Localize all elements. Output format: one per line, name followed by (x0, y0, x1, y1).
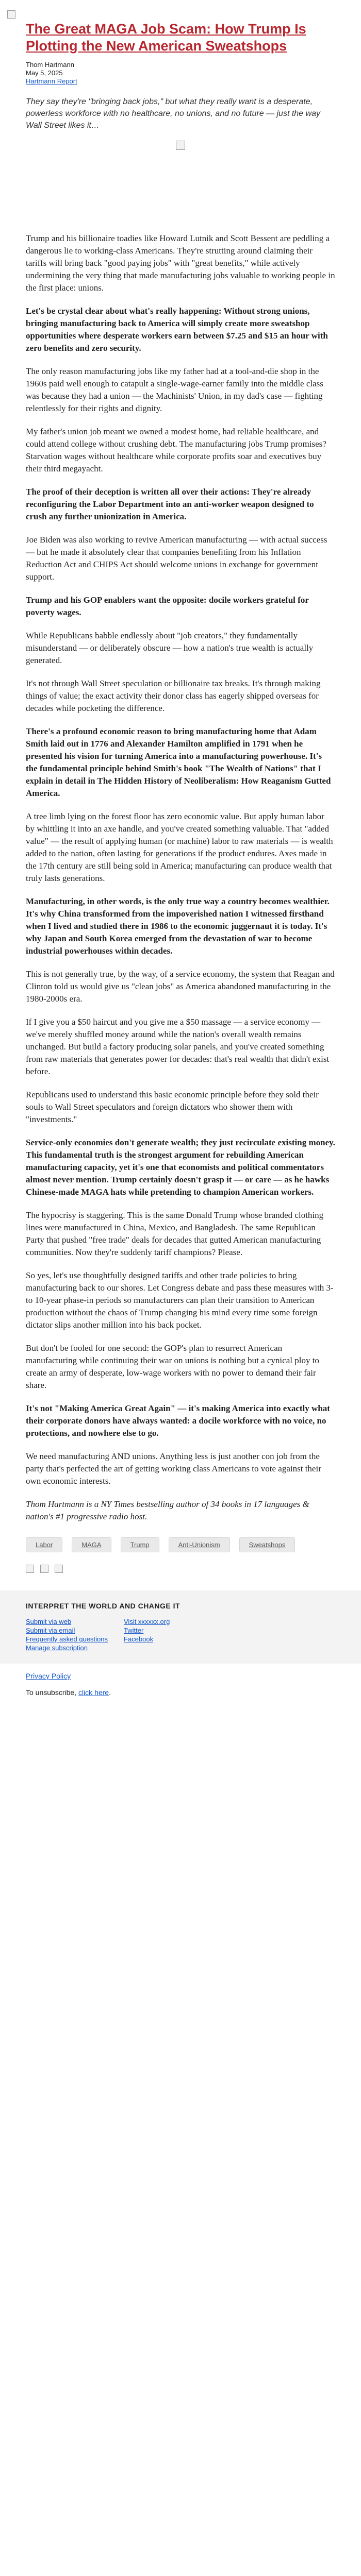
article-paragraph: It's not "Making America Great Again" — it's making America into exactly what their corporate donors have always wanted: a docile workforce with no voice, no protections, and nowhere else to go. (26, 1403, 330, 1438)
footer-column-1 (26, 1617, 124, 1652)
article-paragraph: The only reason manufacturing jobs like my father had at a tool-and-die shop in the 1960s paid well enough to catapult a single-wage-earner family into the middle class was because they had a union — the Machinists' Union, in my dad's case — fighting relentlessly for their rights and dignity. (26, 366, 323, 413)
unsubscribe-link[interactable]: click here (78, 1688, 109, 1697)
article-paragraph: This is not generally true, by the way, of a service economy, the system that Reagan and Clinton told us would give us "clean jobs" as America abandoned manufacturing in the 1980-2000s era. (26, 969, 335, 1004)
footer-link[interactable]: Manage subscription (26, 1644, 88, 1652)
article-paragraph: My father's union job meant we owned a modest home, had reliable healthcare, and could attend college without crushing debt. The manufacturing jobs Trump promises? Starvation wages without healthcare while corporate profits soar and executives buy their third megayacht. (26, 427, 326, 473)
footer-link[interactable]: Visit xxxxxx.org (124, 1618, 170, 1625)
share-email-icon[interactable] (55, 1565, 63, 1573)
article-paragraph: If I give you a $50 haircut and you give me a $50 massage — a service economy — we've merely shuffled money around while the nation's overall wealth remains unchanged. But build a factory producing solar panels, and you've created something from raw materials that generates power for decades: that's real wealth that didn't exist before. (26, 1017, 330, 1076)
broken-image-icon (7, 10, 15, 19)
article-paragraph: We need manufacturing AND unions. Anything less is just another con job from the party that's perfected the art of getting working class Americans to vote against their own economic interests. (26, 1451, 321, 1486)
byline (26, 61, 335, 86)
publication-link[interactable]: Hartmann Report (26, 77, 77, 85)
article-body (26, 232, 335, 1523)
article-title[interactable]: The Great MAGA Job Scam: How Trump Is Plotting the New American Sweatshops (26, 21, 306, 54)
article-paragraph: The proof of their deception is written all over their actions: They're already reconfiguring the Labor Department into an anti-worker weapon designed to crush any further unionization in America. (26, 487, 314, 521)
article-dek: They say they're "bringing back jobs," but what they really want is a desperate, powerless workforce with no healthcare, no unions, and no future — just the way Wall Street likes it… (26, 97, 320, 130)
unsubscribe-line (26, 1687, 335, 1698)
footer (0, 1590, 361, 1664)
share-twitter-icon[interactable] (40, 1565, 48, 1573)
share-facebook-icon[interactable] (26, 1565, 34, 1573)
share-icons (26, 1565, 335, 1573)
hero-image-icon (176, 141, 185, 150)
footer-link[interactable]: Twitter (124, 1626, 144, 1634)
unsubscribe-prefix: To unsubscribe, (26, 1688, 78, 1697)
footer-link[interactable]: Frequently asked questions (26, 1635, 108, 1643)
tag-button[interactable]: Trump (121, 1537, 159, 1552)
article-paragraph: Trump and his billionaire toadies like Howard Lutnik and Scott Bessent are peddling a dangerous lie to working-class Americans. They're strutting around claiming their tariffs will bring back "good paying jobs" with "great benefits," while actively undermining the very thing that made manufacturing jobs valuable to working people in the first place: unions. (26, 233, 335, 293)
article-paragraph: But don't be fooled for one second: the GOP's plan to resurrect American manufacturing while continuing their war on unions is nothing but a cynical ploy to create an army of desperate, low-wage workers with no power to demand their fair share. (26, 1343, 319, 1390)
author-name: Thom Hartmann (26, 61, 74, 69)
article (26, 0, 335, 1573)
article-paragraph: Republicans used to understand this basic economic principle before they sold their souls to Wall Street speculators and foreign dictators who shower them with "investments." (26, 1090, 319, 1124)
article-paragraph: While Republicans babble endlessly about "job creators," they fundamentally misunderstand — or deliberately obscure — how a nation's true wealth is actually generated. (26, 631, 314, 665)
article-paragraph: The hypocrisy is staggering. This is the same Donald Trump whose branded clothing lines were manufactured in China, Mexico, and Bangladesh. The same Republican Party that pushed "free trade" deals for decades that gutted American manufacturing communities. Now they're suddenly tariff champions? Please. (26, 1210, 324, 1257)
footer-heading: INTERPRET THE WORLD AND CHANGE IT (26, 1602, 180, 1610)
footer-column-2 (124, 1617, 222, 1652)
article-paragraph: Let's be crystal clear about what's really happening: Without strong unions, bringing manufacturing back to America will simply create more sweatshop opportunities where desperate workers earn between $7.25 and $15 an hour with zero benefits and zero security. (26, 306, 328, 353)
article-paragraph: Manufacturing, in other words, is the only true way a country becomes wealthier. It's why China transformed from the impoverished nation I witnessed firsthand when I lived and studied there in 1986 to the economic juggernaut it is today. It's why Japan and South Korea emerged from the devastation of war to become industrial powerhouses within decades. (26, 896, 330, 956)
article-paragraph: Thom Hartmann is a NY Times bestselling author of 34 books in 17 languages & nation's #1 progressive radio host. (26, 1499, 309, 1521)
tag-button[interactable]: Sweatshops (239, 1537, 296, 1552)
privacy-policy-link[interactable]: Privacy Policy (26, 1672, 71, 1680)
footer-link[interactable]: Facebook (124, 1635, 154, 1643)
tag-button[interactable]: Labor (26, 1537, 62, 1552)
article-paragraph: There's a profound economic reason to bring manufacturing home that Adam Smith laid out in 1776 and Alexander Hamilton amplified in 1791 when he presented his vision for turning America into a manufacturing powerhouse. It's the fundamental principle behind Smith's book "The Wealth of Nations" that I explain in detail in The Hidden History of Neoliberalism: How Reaganism Gutted America. (26, 726, 331, 798)
article-paragraph: So yes, let's use thoughtfully designed tariffs and other trade policies to bring manufacturing back to our shores. Let Congress debate and pass these measures with 3- to 10-year phase-in periods so manufacturers can plan their transition to American production without the chaos of Trump changing his mind every time some foreign dictator slips another million into his back pocket. (26, 1270, 334, 1330)
article-paragraph: Joe Biden was also working to revive American manufacturing — with actual success — but he made it absolutely clear that companies benefiting from his Inflation Reduction Act and CHIPS Act should welcome unions in exchange for government support. (26, 535, 327, 582)
footer-link[interactable]: Submit via email (26, 1626, 75, 1634)
tag-button[interactable]: Anti-Unionism (169, 1537, 230, 1552)
tag-button[interactable]: MAGA (72, 1537, 111, 1552)
article-paragraph: Trump and his GOP enablers want the opposite: docile workers grateful for poverty wages. (26, 595, 309, 617)
publish-date: May 5, 2025 (26, 69, 63, 77)
footer-link[interactable]: Submit via web (26, 1618, 72, 1625)
article-paragraph: It's not through Wall Street speculation or billionaire tax breaks. It's through making things of value; the exact activity their donor class has eagerly shipped overseas for decades while pocketing the difference. (26, 679, 321, 713)
tag-list (26, 1537, 335, 1552)
bottom-links (26, 1671, 335, 1698)
article-paragraph: A tree limb lying on the forest floor has zero economic value. But apply human labor by whittling it into an axe handle, and you've created something valuable. That "added value" — the result of applying human (or machine) labor to raw materials — is wealth added to the nation, often lasting for generations if the product endures. Axes made in the 17th century are still being sold in America; manufacturing can produce wealth that truly lasts generations. (26, 811, 333, 883)
unsubscribe-suffix: . (109, 1688, 111, 1697)
article-paragraph: Service-only economies don't generate wealth; they just recirculate existing money. This fundamental truth is the strongest argument for rebuilding American manufacturing capacity, yet it's one that economists and political commentators almost never mention. Trump certainly doesn't grasp it — or care — as he hawks Chinese-made MAGA hats while pretending to champion American workers. (26, 1138, 335, 1197)
